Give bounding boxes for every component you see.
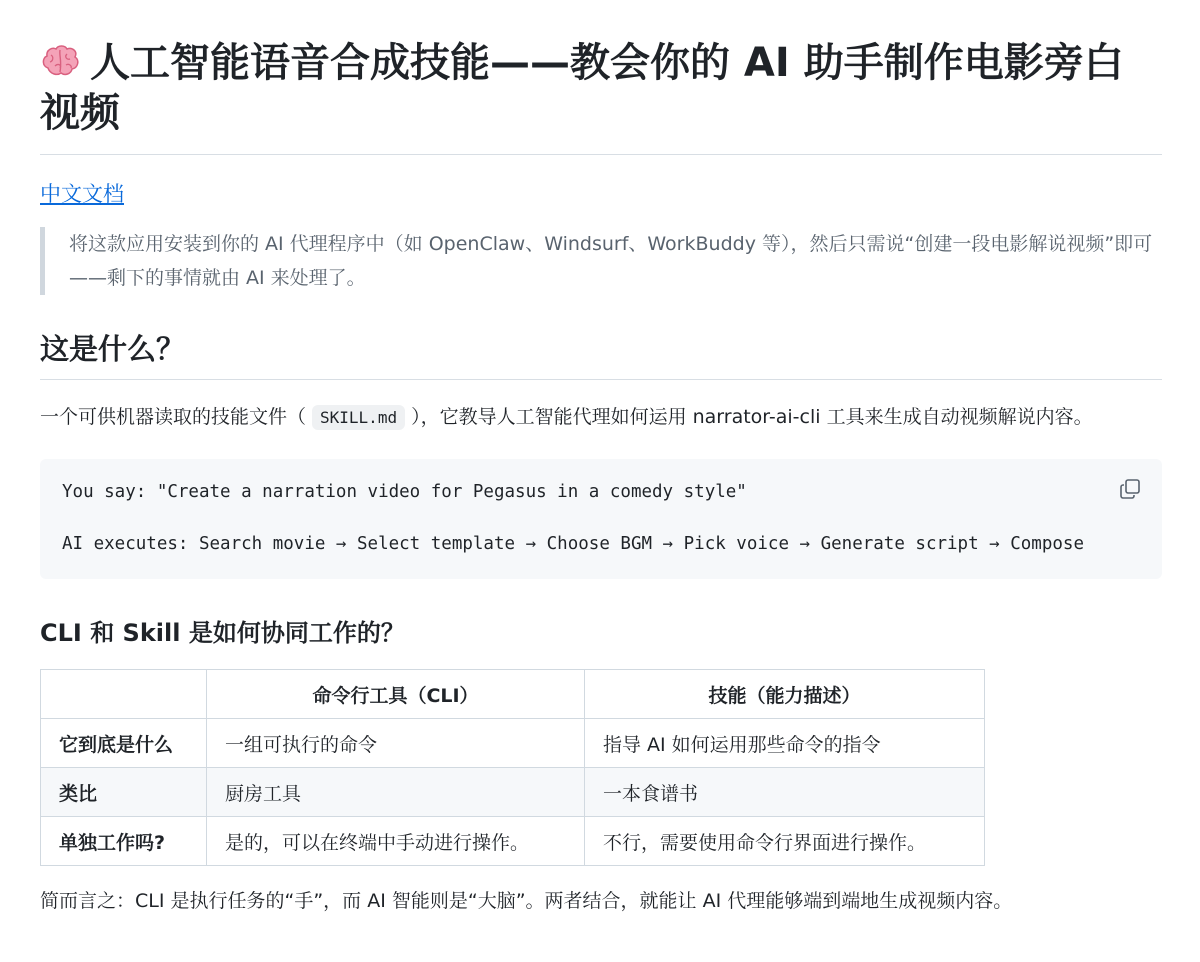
table-row [41,719,985,768]
skill-file-code: SKILL.md [312,405,405,430]
table-cell: 一本食谱书 [585,768,985,817]
table-cell: 是的，可以在终端中手动进行操作。 [207,817,585,866]
table-row-head: 它到底是什么 [41,719,207,768]
readme-page [40,0,1162,918]
table-row [41,817,985,866]
code-line-1: You say: "Create a narration video for Pegasus in a comedy style" [62,482,747,502]
page-title [40,0,1162,155]
desc-text-after: ），它教导人工智能代理如何运用 narrator-ai-cli 工具来生成自动视频解说内容。 [411,406,1093,428]
table-header-row [41,670,985,719]
chinese-docs-link[interactable]: 中文文档 [40,182,124,206]
page-title-text: 人工智能语音合成技能——教会你的 AI 助手制作电影旁白视频 [40,40,1124,136]
section-heading-how: CLI 和 Skill 是如何协同工作的？ [40,619,405,647]
comparison-table [40,669,985,866]
table-cell: 指导 AI 如何运用那些命令的指令 [585,719,985,768]
desc-text-before: 一个可供机器读取的技能文件（ [40,406,307,428]
intro-blockquote: 将这款应用安装到你的 AI 代理程序中（如 OpenClaw、Windsurf、WorkBuddy 等），然后只需说“创建一段电影解说视频”即可——剩下的事情就由 AI 来处理了。 [40,227,1162,295]
table-cell: 厨房工具 [207,768,585,817]
what-description [40,400,1162,435]
code-line-2: AI executes: Search movie → Select template → Choose BGM → Pick voice → Generate script → Compose [62,534,1084,554]
section-heading-what: 这是什么？ [40,329,1162,380]
table-header-cell: 技能（能力描述） [585,670,985,719]
table-row [41,768,985,817]
table-row-head: 类比 [41,768,207,817]
example-code-block [40,459,1162,579]
code-content [40,459,1162,577]
table-row-head: 单独工作吗? [41,817,207,866]
table-header-cell: 命令行工具（CLI） [207,670,585,719]
table-header-cell [41,670,207,719]
brain-icon [40,40,80,74]
table-cell: 一组可执行的命令 [207,719,585,768]
copy-icon[interactable] [1118,477,1142,501]
table-cell: 不行，需要使用命令行界面进行操作。 [585,817,985,866]
summary-text: 简而言之：CLI 是执行任务的“手”，而 AI 智能则是“大脑”。两者结合，就能让 AI 代理能够端到端地生成视频内容。 [40,890,1013,912]
